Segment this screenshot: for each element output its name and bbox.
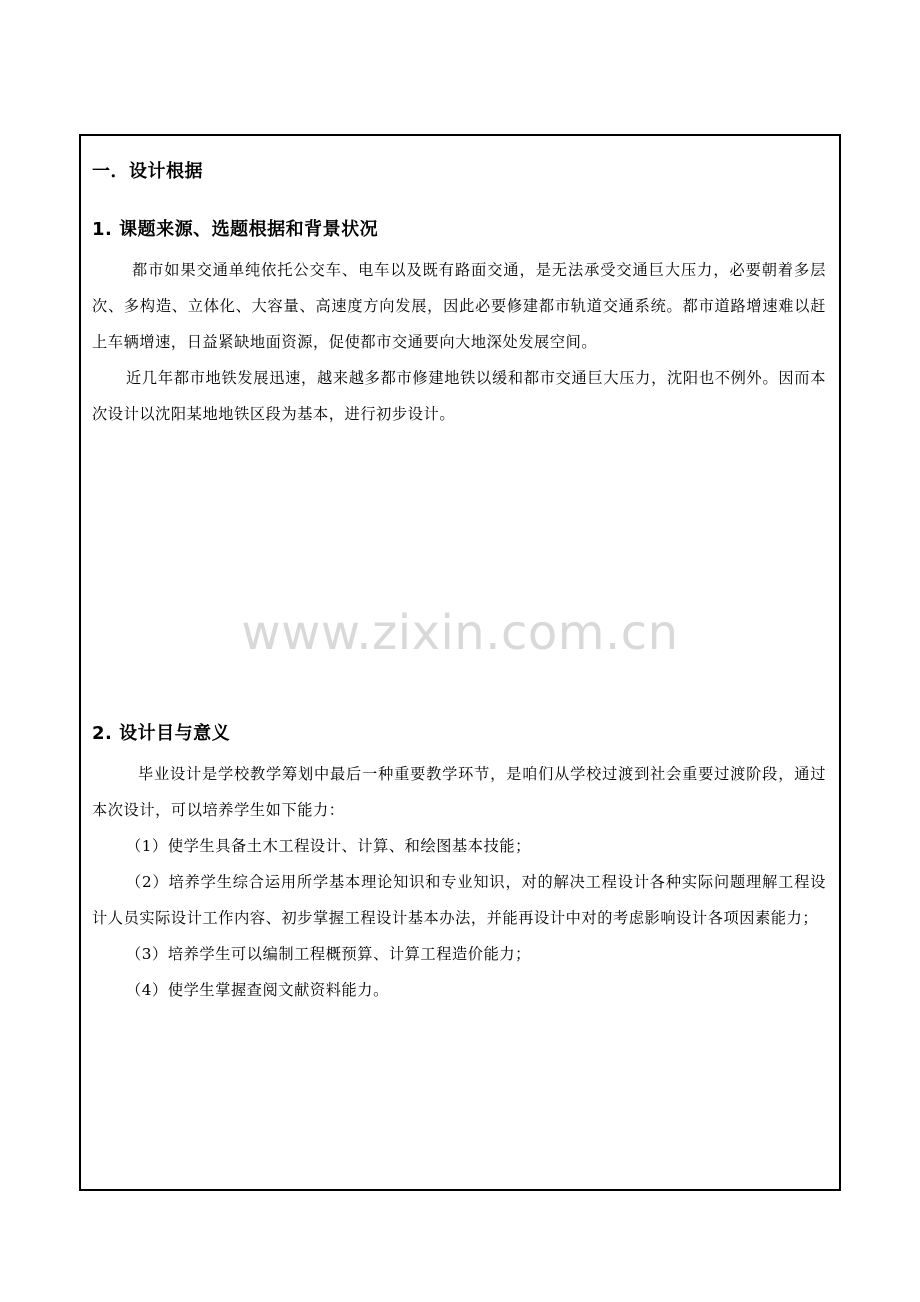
paragraph-2: 近几年都市地铁发展迅速，越来越多都市修建地铁以缓和都市交通巨大压力，沈阳也不例外。因而本次设计以沈阳某地地铁区段为基本，进行初步设计。 [92, 369, 826, 423]
subsection-heading-2: 2. 设计目与意义 [92, 723, 231, 744]
watermark: www.zixin.com.cn [241, 605, 679, 661]
section-title: 一．设计根据 [92, 161, 203, 182]
document-frame [79, 134, 841, 1191]
subsection-heading-1: 1. 课题来源、选题根据和背景状况 [92, 219, 379, 240]
subsection-1-body [92, 252, 826, 432]
subsection-2-body [92, 756, 826, 1008]
list-item: （1）使学生具备土木工程设计、计算、和绘图基本技能； [126, 837, 531, 855]
paragraph-1: 都市如果交通单纯依托公交车、电车以及既有路面交通，是无法承受交通巨大压力，必要朝着多层次、多构造、立体化、大容量、高速度方向发展，因此必要修建都市轨道交通系统。都市道路增速难以赶上车辆增速，日益紧缺地面资源，促使都市交通要向大地深处发展空间。 [92, 261, 826, 351]
intro-paragraph: 毕业设计是学校教学筹划中最后一种重要教学环节，是咱们从学校过渡到社会重要过渡阶段，通过本次设计，可以培养学生如下能力： [92, 765, 826, 819]
list-item: （3）培养学生可以编制工程概预算、计算工程造价能力； [126, 945, 531, 963]
list-item: （4）使学生掌握查阅文献资料能力。 [126, 981, 389, 999]
list-item: （2）培养学生综合运用所学基本理论知识和专业知识，对的解决工程设计各种实际问题理解工程设计人员实际设计工作内容、初步掌握工程设计基本办法，并能再设计中对的考虑影响设计各项因素能力； [92, 873, 826, 927]
